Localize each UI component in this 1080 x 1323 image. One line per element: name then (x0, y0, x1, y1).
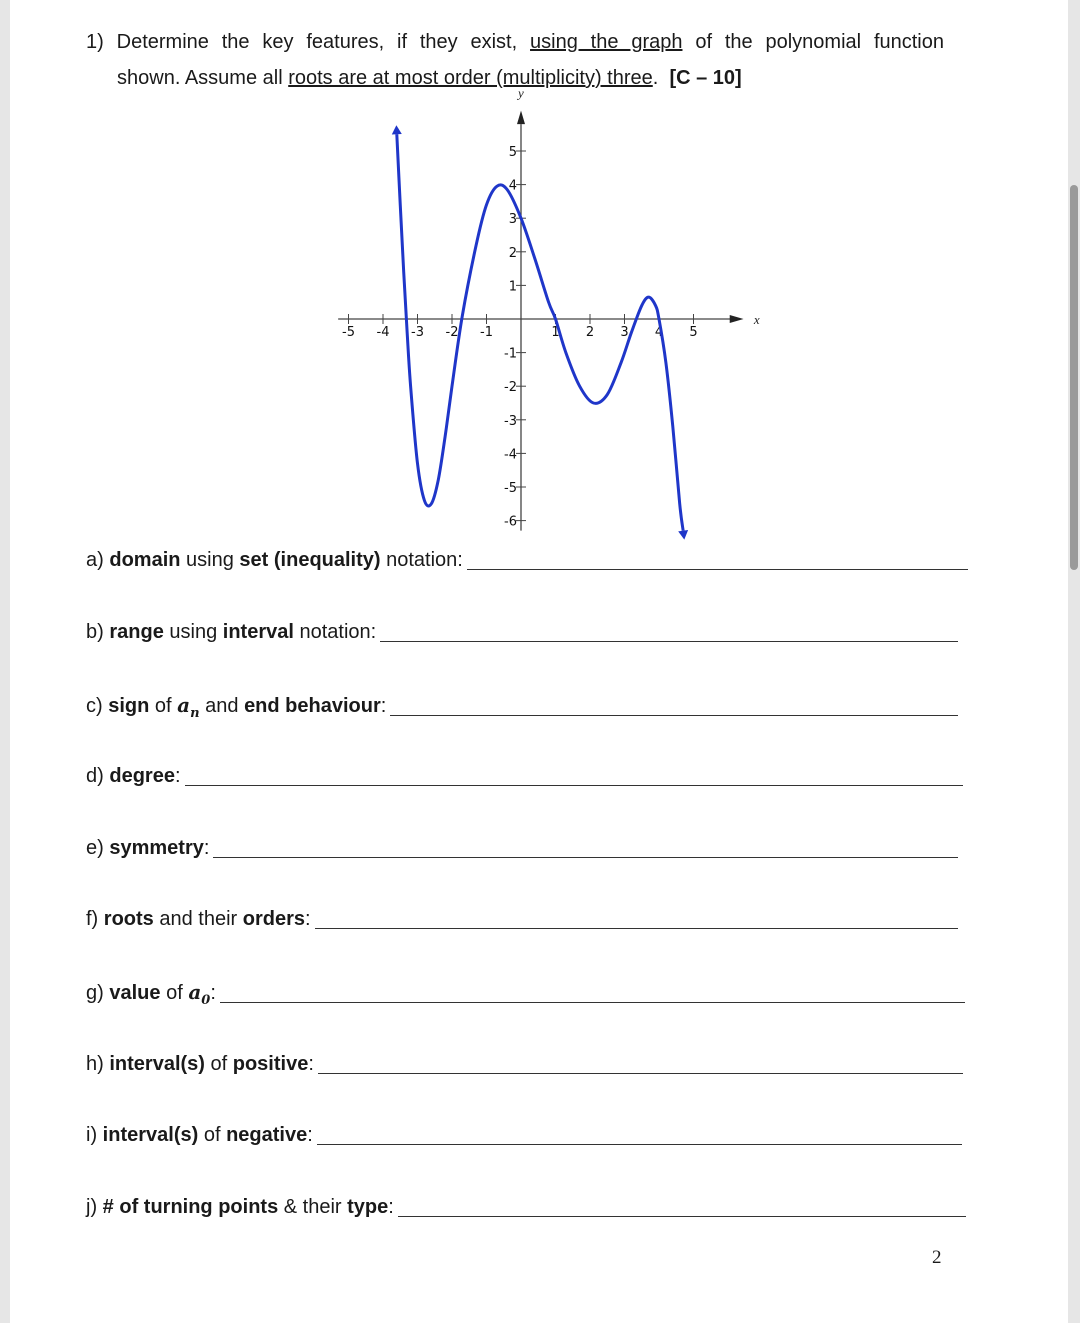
part-text: of (149, 695, 178, 717)
y-tick-label: -5 (504, 481, 517, 496)
part-keyword: domain (109, 549, 181, 571)
part-text: using (180, 549, 240, 571)
part-letter: j) (86, 1196, 98, 1218)
part-text: of (198, 1124, 227, 1146)
question-text-line2: shown. Assume all (117, 67, 283, 89)
coefficient-subscript: 0 (201, 993, 211, 1008)
x-axis-arrow (730, 315, 744, 323)
y-tick-label: -1 (504, 346, 517, 362)
answer-part (86, 1196, 966, 1219)
y-axis-arrow (517, 111, 525, 124)
part-keyword: type (347, 1196, 389, 1218)
part-text: : (210, 982, 216, 1004)
y-tick-label: 4 (508, 178, 517, 194)
marks-label: [C – 10] (669, 67, 742, 89)
part-label (86, 765, 181, 788)
question-text: Determine the key features, if they exist, (116, 31, 518, 53)
part-label (86, 549, 463, 572)
part-letter: g) (86, 982, 104, 1004)
answer-part (86, 980, 965, 1008)
part-keyword: range (109, 621, 164, 643)
part-text: : (380, 695, 387, 717)
x-tick-label: -5 (342, 325, 355, 340)
part-keyword: interval(s) (109, 1053, 205, 1075)
polynomial-graph (330, 85, 770, 530)
part-letter: b) (86, 621, 104, 643)
question-period: . (652, 67, 659, 89)
y-tick-label: 5 (508, 145, 517, 160)
y-tick-label: 2 (508, 245, 517, 261)
part-letter: f) (86, 908, 99, 930)
part-letter: e) (86, 837, 104, 859)
answer-blank[interactable] (318, 1073, 963, 1074)
part-letter: d) (86, 765, 104, 787)
part-text: : (388, 1196, 394, 1218)
graph-axes (338, 85, 760, 530)
answer-part (86, 1053, 963, 1076)
y-tick-label: -6 (504, 514, 517, 530)
part-keyword: # of turning points (102, 1196, 279, 1218)
question-text-cont: of the polynomial function (695, 31, 944, 53)
x-axis-label: x (753, 312, 760, 327)
part-label (86, 693, 386, 721)
x-tick-label: -2 (445, 325, 459, 340)
part-letter: i) (86, 1124, 98, 1146)
part-text: and their (153, 908, 243, 930)
coefficient-symbol (177, 693, 200, 721)
part-keyword: degree (109, 765, 175, 787)
part-letter: a) (86, 549, 104, 571)
part-label (86, 1053, 314, 1076)
part-keyword: roots (103, 908, 154, 930)
answer-part (86, 765, 963, 788)
y-tick-label: 3 (508, 212, 517, 228)
part-text: : (304, 908, 311, 930)
x-tick-label: 5 (689, 325, 698, 340)
part-keyword: symmetry (109, 837, 204, 859)
part-keyword: sign (108, 695, 150, 717)
x-tick-label: 1 (551, 325, 560, 340)
x-tick-label: -4 (376, 325, 390, 340)
question-line-2 (117, 67, 742, 90)
y-tick-label: -3 (504, 413, 517, 429)
part-text: of (204, 1053, 233, 1075)
part-keyword: interval(s) (102, 1124, 199, 1146)
y-tick-label: 1 (508, 279, 517, 295)
part-text: : (203, 837, 210, 859)
part-text: : (307, 1124, 313, 1146)
part-text: : (308, 1053, 314, 1075)
x-tick-label: 3 (620, 325, 629, 340)
x-axis-ticks (342, 314, 698, 340)
coefficient-letter: a (188, 980, 202, 1004)
answer-part (86, 693, 958, 721)
part-keyword: positive (232, 1053, 309, 1075)
x-tick-label: 4 (654, 325, 664, 340)
answer-blank[interactable] (315, 928, 958, 929)
part-text: notation: (293, 621, 377, 643)
scrollbar-thumb[interactable] (1070, 185, 1078, 570)
part-keyword: end behaviour (244, 695, 381, 717)
y-tick-label: -4 (504, 447, 517, 463)
part-text: using (163, 621, 223, 643)
part-text: : (174, 765, 181, 787)
coefficient-letter: a (177, 693, 191, 717)
answer-part (86, 549, 968, 572)
answer-part (86, 908, 958, 931)
answer-blank[interactable] (220, 1002, 965, 1003)
x-tick-label: -3 (411, 325, 424, 340)
answer-blank[interactable] (390, 715, 958, 716)
part-label (86, 621, 376, 644)
answer-blank[interactable] (398, 1216, 966, 1217)
polynomial-curve (397, 134, 683, 530)
coefficient-subscript: n (190, 706, 200, 721)
part-text: of (160, 982, 189, 1004)
part-label (86, 1124, 313, 1147)
answer-blank[interactable] (185, 785, 963, 786)
curve-left-arrow (392, 125, 402, 134)
answer-blank[interactable] (213, 857, 958, 858)
answer-blank[interactable] (380, 641, 958, 642)
underlined-condition: roots are at most order (multiplicity) three (288, 67, 653, 89)
part-keyword: interval (222, 621, 294, 643)
part-label (86, 837, 209, 860)
part-label (86, 980, 216, 1008)
part-letter: h) (86, 1053, 104, 1075)
answer-part (86, 837, 958, 860)
part-letter: c) (86, 695, 103, 717)
answer-blank[interactable] (317, 1144, 962, 1145)
question-number: 1) (86, 31, 104, 53)
question-line-1 (86, 31, 944, 54)
part-text: and (199, 695, 245, 717)
answer-part (86, 1124, 962, 1147)
part-label (86, 1196, 394, 1219)
coefficient-symbol (188, 980, 211, 1008)
part-keyword: value (109, 982, 161, 1004)
answer-blank[interactable] (467, 569, 968, 570)
y-axis-label: y (518, 85, 524, 101)
part-text: & their (278, 1196, 348, 1218)
part-keyword: orders (242, 908, 305, 930)
part-label (86, 908, 311, 931)
answer-part (86, 621, 958, 644)
part-text: notation: (380, 549, 463, 571)
x-tick-label: 2 (585, 325, 595, 340)
curve-layer (392, 125, 688, 539)
underlined-phrase: using the graph (530, 31, 683, 53)
x-tick-label: -1 (480, 325, 493, 340)
page-number: 2 (932, 1247, 942, 1268)
part-keyword: set (inequality) (239, 549, 381, 571)
y-tick-label: -2 (504, 380, 517, 396)
part-keyword: negative (226, 1124, 308, 1146)
